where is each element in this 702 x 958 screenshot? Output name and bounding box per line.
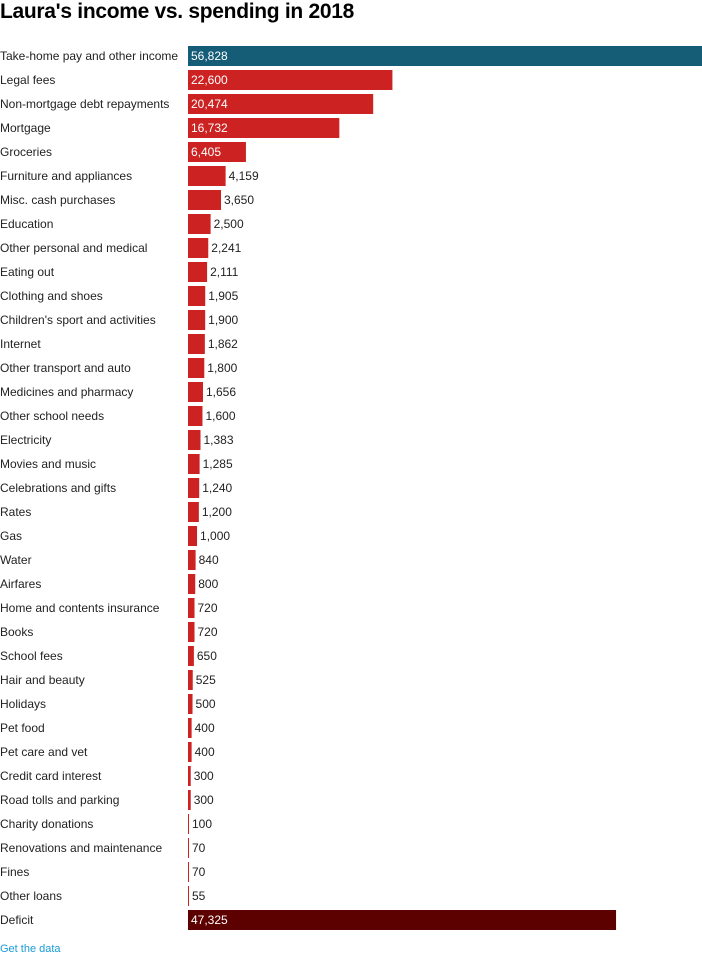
- category-label: Rates: [0, 505, 32, 519]
- value-label: 70: [192, 865, 206, 879]
- category-label: Eating out: [0, 265, 55, 279]
- category-label: School fees: [0, 649, 63, 663]
- value-label: 720: [197, 601, 218, 615]
- value-label: 720: [197, 625, 218, 639]
- value-label: 300: [193, 793, 214, 807]
- bar-spending: [188, 358, 204, 378]
- category-label: Other school needs: [0, 409, 105, 423]
- bar-spending: [188, 814, 189, 834]
- value-label: 16,732: [191, 121, 228, 135]
- chart-title: Laura's income vs. spending in 2018: [0, 0, 354, 23]
- category-label: Charity donations: [0, 817, 94, 831]
- category-label: Internet: [0, 337, 41, 351]
- bar-chart: [0, 44, 702, 936]
- value-label: 2,241: [211, 241, 242, 255]
- value-label: 1,200: [201, 505, 232, 519]
- category-label: Legal fees: [0, 73, 56, 87]
- category-label: Misc. cash purchases: [0, 193, 116, 207]
- bar-spending: [188, 238, 208, 258]
- value-label: 20,474: [191, 97, 228, 111]
- category-label: Holidays: [0, 697, 47, 711]
- bar-spending: [188, 838, 189, 858]
- bar-spending: [188, 718, 192, 738]
- bar-spending: [188, 406, 202, 426]
- bar-spending: [188, 382, 203, 402]
- bar-spending: [188, 262, 207, 282]
- category-label: Renovations and maintenance: [0, 841, 163, 855]
- value-label: 47,325: [191, 913, 228, 927]
- category-label: Fines: [0, 865, 30, 879]
- value-label: 2,500: [213, 217, 244, 231]
- value-label: 1,000: [200, 529, 231, 543]
- value-label: 1,240: [202, 481, 233, 495]
- category-label: Mortgage: [0, 121, 51, 135]
- bar-spending: [188, 190, 221, 210]
- value-label: 1,800: [207, 361, 238, 375]
- value-label: 1,383: [203, 433, 234, 447]
- value-label: 800: [198, 577, 219, 591]
- value-label: 2,111: [210, 265, 239, 279]
- value-label: 1,905: [208, 289, 239, 303]
- value-label: 525: [195, 673, 216, 687]
- category-label: Road tolls and parking: [0, 793, 120, 807]
- bar-income: [188, 46, 702, 66]
- category-label: Airfares: [0, 577, 42, 591]
- value-label: 22,600: [191, 73, 228, 87]
- bar-spending: [188, 886, 189, 906]
- bar-spending: [188, 502, 199, 522]
- category-label: Credit card interest: [0, 769, 102, 783]
- category-label: Water: [0, 553, 32, 567]
- bar-spending: [188, 742, 192, 762]
- category-label: Furniture and appliances: [0, 169, 133, 183]
- bar-spending: [188, 790, 191, 810]
- bar-spending: [188, 550, 196, 570]
- category-label: Other personal and medical: [0, 241, 148, 255]
- category-label: Other loans: [0, 889, 63, 903]
- bar-spending: [188, 862, 189, 882]
- bar-spending: [188, 430, 201, 450]
- value-label: 3,650: [224, 193, 255, 207]
- bar-spending: [188, 334, 205, 354]
- value-label: 1,862: [207, 337, 238, 351]
- value-label: 1,656: [205, 385, 237, 399]
- category-label: Home and contents insurance: [0, 601, 160, 615]
- bar-spending: [188, 478, 199, 498]
- bar-spending: [188, 166, 226, 186]
- value-label: 56,828: [191, 49, 228, 63]
- category-label: Electricity: [0, 433, 52, 447]
- value-label: 400: [194, 745, 215, 759]
- category-label: Celebrations and gifts: [0, 481, 117, 495]
- category-label: Clothing and shoes: [0, 289, 103, 303]
- value-label: 1,900: [208, 313, 239, 327]
- category-label: Pet care and vet: [0, 745, 88, 759]
- bar-spending: [188, 622, 195, 642]
- bar-deficit: [188, 910, 616, 930]
- bar-spending: [188, 598, 195, 618]
- category-label: Books: [0, 625, 34, 639]
- value-label: 300: [193, 769, 214, 783]
- value-label: 840: [198, 553, 219, 567]
- bar-spending: [188, 766, 191, 786]
- get-the-data-link[interactable]: Get the data: [0, 943, 61, 955]
- value-label: 1,285: [202, 457, 233, 471]
- value-label: 400: [194, 721, 215, 735]
- bar-spending: [188, 286, 205, 306]
- category-label: Education: [0, 217, 54, 231]
- category-label: Non-mortgage debt repayments: [0, 97, 170, 111]
- bar-spending: [188, 454, 200, 474]
- value-label: 55: [192, 889, 206, 903]
- bar-spending: [188, 646, 194, 666]
- bar-spending: [188, 574, 195, 594]
- category-label: Gas: [0, 529, 23, 543]
- category-label: Pet food: [0, 721, 45, 735]
- bar-spending: [188, 694, 193, 714]
- value-label: 6,405: [191, 145, 222, 159]
- value-label: 100: [192, 817, 213, 831]
- value-label: 1,600: [205, 409, 236, 423]
- category-label: Deficit: [0, 913, 34, 927]
- category-label: Hair and beauty: [0, 673, 85, 687]
- value-label: 70: [192, 841, 206, 855]
- value-label: 500: [195, 697, 216, 711]
- bar-spending: [188, 310, 205, 330]
- category-label: Movies and music: [0, 457, 97, 471]
- category-label: Groceries: [0, 145, 53, 159]
- bar-spending: [188, 526, 197, 546]
- value-label: 650: [196, 649, 217, 663]
- bar-spending: [188, 670, 193, 690]
- value-label: 4,159: [228, 169, 259, 183]
- category-label: Medicines and pharmacy: [0, 385, 134, 399]
- category-label: Children's sport and activities: [0, 313, 156, 327]
- category-label: Take-home pay and other income: [0, 49, 179, 63]
- category-label: Other transport and auto: [0, 361, 131, 375]
- bar-spending: [188, 214, 211, 234]
